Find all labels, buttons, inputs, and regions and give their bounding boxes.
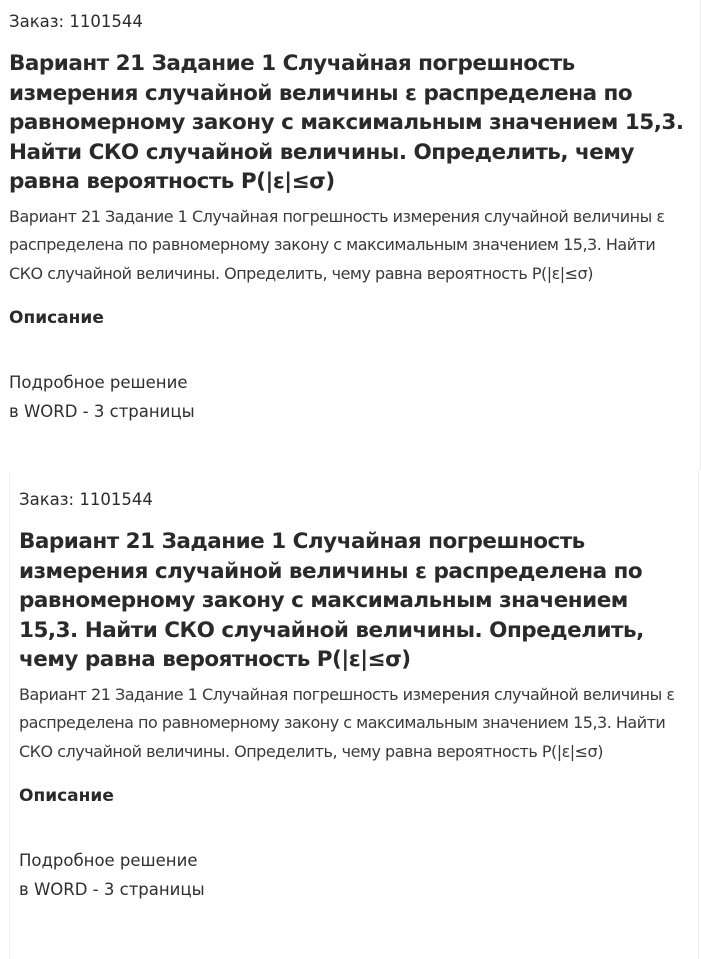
details-line-solution: Подробное решение [9, 373, 188, 392]
order-number: Заказ: 1101544 [19, 490, 153, 509]
task-title: Вариант 21 Задание 1 Случайная погрешность измерения случайной величины ε распределена по равномерному закону с максимальным значением 15,3. Найти СКО случайной величины. Определить, чему равна вероятность P(|ε|≤σ) [9, 51, 684, 194]
task-title: Вариант 21 Задание 1 Случайная погрешность измерения случайной величины ε распределена по равномерному закону с максимальным значением 15,3. Найти СКО случайной величины. Определить, чему равна вероятность P(|ε|≤σ) [19, 529, 644, 672]
order-number: Заказ: 1101544 [9, 12, 143, 31]
order-card-bottom [9, 470, 699, 959]
order-card-top [0, 0, 701, 470]
solution-details [19, 847, 688, 904]
description-heading: Описание [19, 786, 114, 806]
solution-details [9, 369, 690, 426]
description-heading: Описание [9, 308, 104, 328]
task-description: Вариант 21 Задание 1 Случайная погрешность измерения случайной величины ε распределена по равномерному закону с максимальным значением 15,3. Найти СКО случайной величины. Определить, чему равна вероятность P(|ε|≤σ) [9, 206, 665, 283]
details-line-format: в WORD - 3 страницы [9, 401, 195, 421]
task-description: Вариант 21 Задание 1 Случайная погрешность измерения случайной величины ε распределена по равномерному закону с максимальным значением 15,3. Найти СКО случайной величины. Определить, чему равна вероятность P(|ε|≤σ) [19, 684, 675, 761]
details-line-format: в WORD - 3 страницы [19, 879, 205, 899]
details-line-solution: Подробное решение [19, 851, 198, 870]
